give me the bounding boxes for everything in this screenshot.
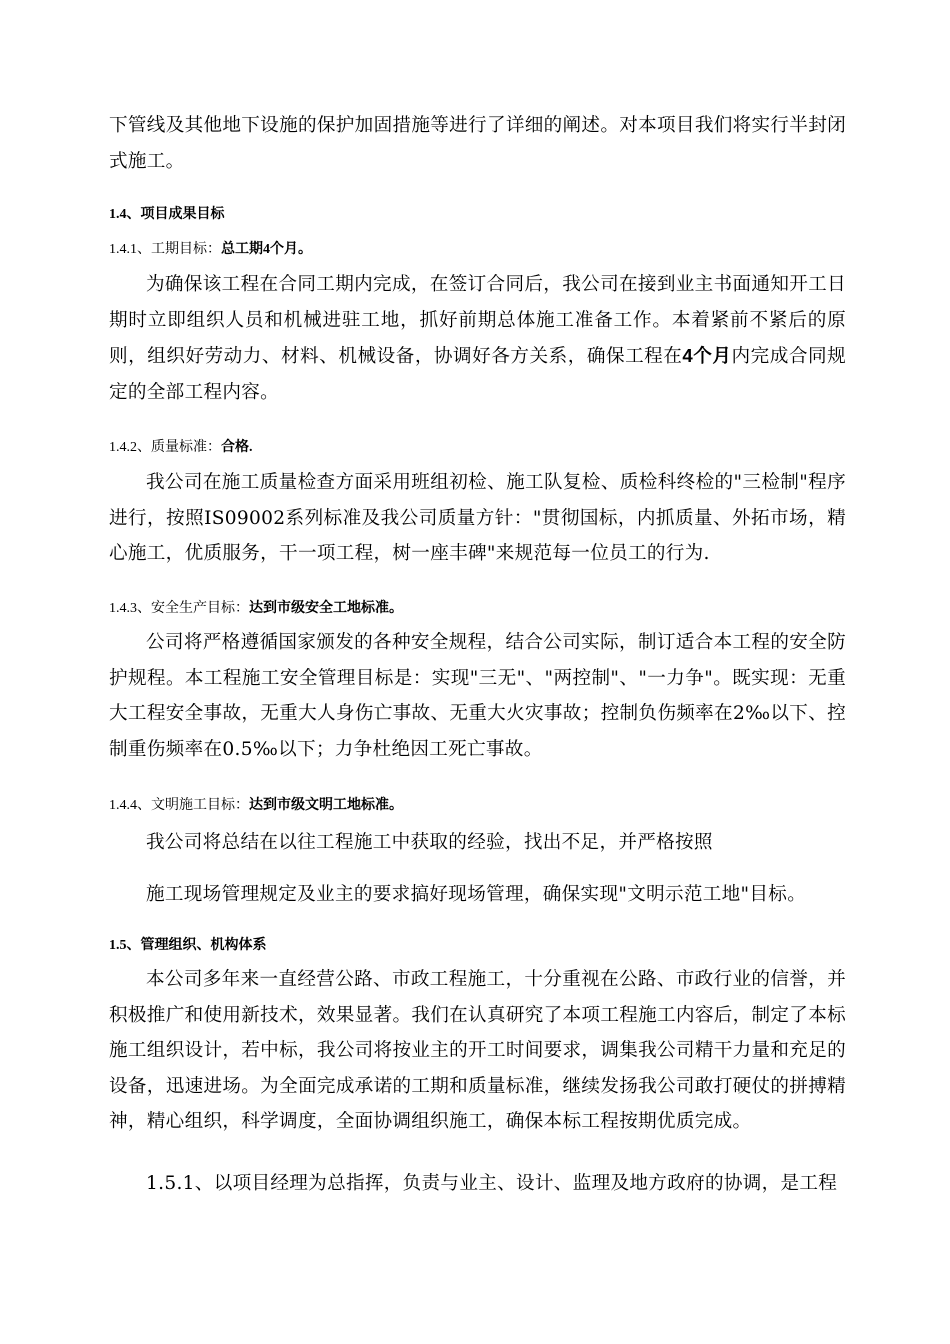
body-text: 为确保该工程在合同工期内完成，在签订合同后，我公司在接到业主书面通知开工日期时立即组织人员和机械进驻工地，抓好前期总体施工准备工作。本着紧前不紧后的原则，组织好劳动力、材料、机械设备，协调好各方关系，确保工程在 <box>109 274 846 367</box>
item-1-4-4-heading <box>109 796 846 816</box>
subheading-value: 达到市级文明工地标准。 <box>249 798 403 813</box>
subheading-value: 合格. <box>221 440 253 455</box>
subheading-label: 1.4.4、文明施工目标： <box>109 798 249 813</box>
item-1-5-1-body <box>109 1166 846 1202</box>
subheading-label: 1.4.3、安全生产目标： <box>109 601 249 616</box>
body-text: 1.5.1、以项目经理为总指挥，负责与业主、设计、监理及地方政府的协调，是工程 <box>146 1173 838 1194</box>
item-1-4-4-body1 <box>109 825 846 861</box>
item-1-4-1-body <box>109 267 846 410</box>
body-text: 我公司在施工质量检查方面采用班组初检、施工队复检、质检科终检的"三检制"程序进行，按照IS09002系列标准及我公司质量方针："贯彻国标，内抓质量、外拓市场，精心施工，优质服务，干一项工程，树一座丰碑"来规范每一位员工的行为. <box>109 472 846 564</box>
body-text: 施工现场管理规定及业主的要求搞好现场管理，确保实现"文明示范工地"目标。 <box>146 884 807 905</box>
section-1-5-body <box>109 962 846 1140</box>
body-text: 内完成合同规定的全部工程内容。 <box>109 346 846 403</box>
body-text: 我公司将总结在以往工程施工中获取的经验，找出不足，并严格按照 <box>146 832 713 853</box>
item-1-4-2-heading <box>109 438 846 458</box>
body-bold-text: 4个月 <box>682 345 732 366</box>
body-text: 公司将严格遵循国家颁发的各种安全规程，结合公司实际，制订适合本工程的安全防护规程。本工程施工安全管理目标是：实现"三无"、"两控制"、"一力争"。既实现：无重大工程安全事故，无重大人身伤亡事故、无重大火灾事故；控制负伤频率在2‰以下、控制重伤频率在0.5‰以下；力争杜绝因工死亡事故。 <box>109 632 846 760</box>
subheading-label: 1.4.1、工期目标： <box>109 242 221 257</box>
item-1-4-3-heading <box>109 599 846 619</box>
subheading-value: 达到市级安全工地标准。 <box>249 601 403 616</box>
intro-text: 下管线及其他地下设施的保护加固措施等进行了详细的阐述。对本项目我们将实行半封闭式施工。 <box>109 115 846 172</box>
item-1-4-4-body2 <box>109 877 846 913</box>
body-text: 本公司多年来一直经营公路、市政工程施工，十分重视在公路、市政行业的信誉，并积极推广和使用新技术，效果显著。我们在认真研究了本项工程施工内容后，制定了本标施工组织设计，若中标，我公司将按业主的开工时间要求，调集我公司精干力量和充足的设备，迅速进场。为全面完成承诺的工期和质量标准，继续发扬我公司敢打硬仗的拼搏精神，精心组织，科学调度，全面协调组织施工，确保本标工程按期优质完成。 <box>109 969 846 1132</box>
section-1-4-heading-block <box>109 205 846 225</box>
item-1-4-3-body <box>109 625 846 767</box>
subheading-value: 总工期4个月。 <box>221 242 312 257</box>
item-1-4-2-body <box>109 465 846 572</box>
section-heading: 1.5、管理组织、机构体系 <box>109 938 267 953</box>
intro-paragraph <box>109 108 846 179</box>
item-1-4-1-heading <box>109 240 846 260</box>
subheading-label: 1.4.2、质量标准： <box>109 440 221 455</box>
section-heading: 1.4、项目成果目标 <box>109 207 225 222</box>
section-1-5-heading-block <box>109 936 846 956</box>
